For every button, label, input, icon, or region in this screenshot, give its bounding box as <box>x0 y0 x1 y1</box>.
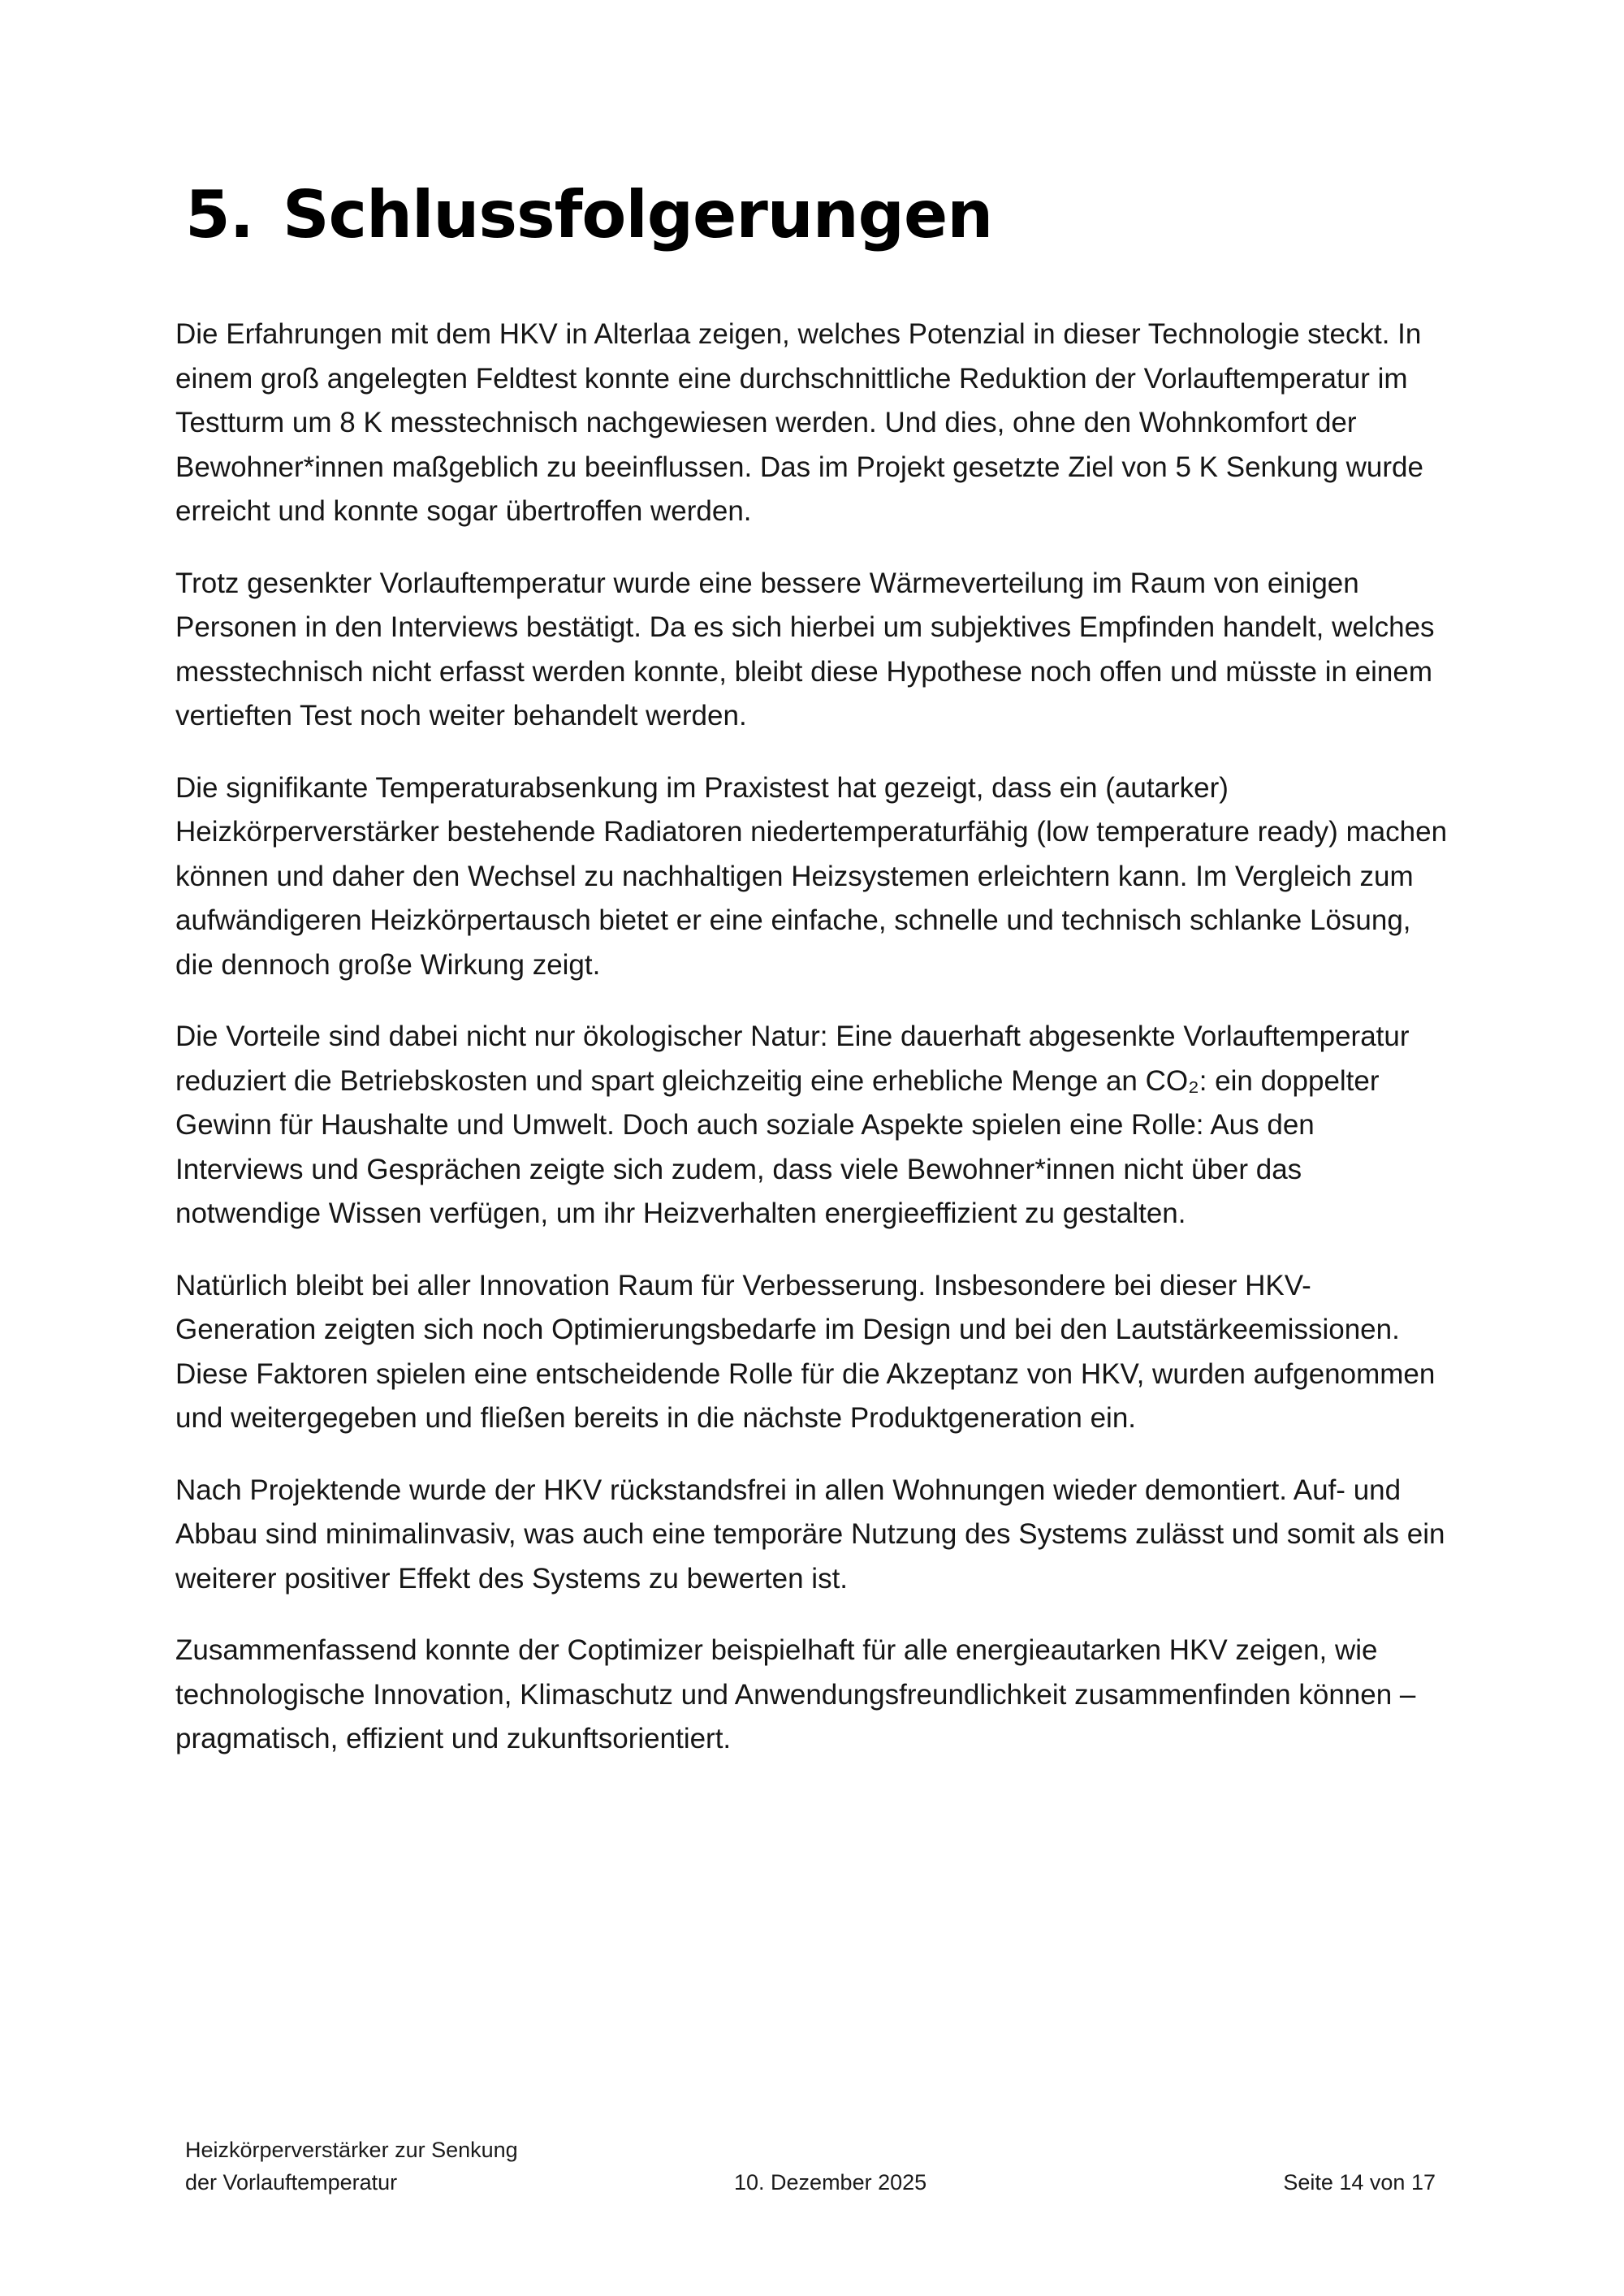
paragraph: Zusammenfassend konnte der Coptimizer beispielhaft für alle energieautarken HKV zeigen, wie technologische Innovation, Klimaschutz und Anwendungsfreundlichkeit zusammenfinden können – pragmatisch, effizient und zukunftsorientiert. <box>175 1634 1416 1754</box>
paragraph: Die signifikante Temperaturabsenkung im Praxistest hat gezeigt, dass ein (autarker) Heizkörperverstärker bestehende Radiatoren niedertemperaturfähig (low temperature ready) machen können und daher den Wechsel zu nachhaltigen Heizsystemen erleichtern kann. Im Vergleich zum aufwändigeren Heizkörpertausch bietet er eine einfache, schnelle und technisch schlanke Lösung, die dennoch große Wirkung zeigt. <box>175 771 1448 981</box>
footer-document-title <box>185 2134 607 2199</box>
paragraph: Nach Projektende wurde der HKV rückstandsfrei in allen Wohnungen wieder demontiert. Auf- und Abbau sind minimalinvasiv, was auch eine temporäre Nutzung des Systems zulässt und somit als ein weiterer positiver Effekt des Systems zu bewerten ist. <box>175 1474 1445 1595</box>
section-heading <box>185 175 992 256</box>
footer-title-line: der Vorlauftemperatur <box>185 2170 398 2195</box>
paragraph: Die Erfahrungen mit dem HKV in Alterlaa zeigen, welches Potenzial in dieser Technologie steckt. In einem groß angelegten Feldtest konnte eine durchschnittliche Reduktion der Vorlauftemperatur im Testturm um 8 K messtechnisch nachgewiesen werden. Und dies, ohne den Wohnkomfort der Bewohner*innen maßgeblich zu beeinflussen. Das im Projekt gesetzte Ziel von 5 K Senkung wurde erreicht und konnte sogar übertroffen werden. <box>175 318 1423 527</box>
section-number: 5. <box>185 177 254 252</box>
footer-page-number: Seite 14 von 17 <box>1283 2170 1436 2195</box>
paragraph: Die Vorteile sind dabei nicht nur ökologischer Natur: Eine dauerhaft abgesenkte Vorlauftemperatur reduziert die Betriebskosten und spart gleichzeitig eine erhebliche Menge an CO₂: ein doppelter Gewinn für Haushalte und Umwelt. Doch auch soziale Aspekte spielen eine Rolle: Aus den Interviews und Gesprächen zeigte sich zudem, dass viele Bewohner*innen nicht über das notwendige Wissen verfügen, um ihr Heizverhalten energieeffizient zu gestalten. <box>175 1021 1410 1229</box>
paragraph: Natürlich bleibt bei aller Innovation Raum für Verbesserung. Insbesondere bei dieser HKV-Generation zeigten sich noch Optimierungsbedarfe im Design und bei den Lautstärkeemissionen. Diese Faktoren spielen eine entscheidende Rolle für die Akzeptanz von HKV, wurden aufgenommen und weitergegeben und fließen bereits in die nächste Produktgeneration ein. <box>175 1269 1436 1434</box>
section-title: Schlussfolgerungen <box>283 177 993 252</box>
page-footer <box>185 2134 1436 2207</box>
footer-date: 10. Dezember 2025 <box>734 2170 927 2195</box>
footer-title-line: Heizkörperverstärker zur Senkung <box>185 2138 518 2162</box>
paragraph: Trotz gesenkter Vorlauftemperatur wurde eine bessere Wärmeverteilung im Raum von einigen Personen in den Interviews bestätigt. Da es sich hierbei um subjektives Empfinden handelt, welches messtechnisch nicht erfasst werden konnte, bleibt diese Hypothese noch offen und müsste in einem vertieften Test noch weiter behandelt werden. <box>175 567 1435 732</box>
body-text <box>175 313 1450 1789</box>
